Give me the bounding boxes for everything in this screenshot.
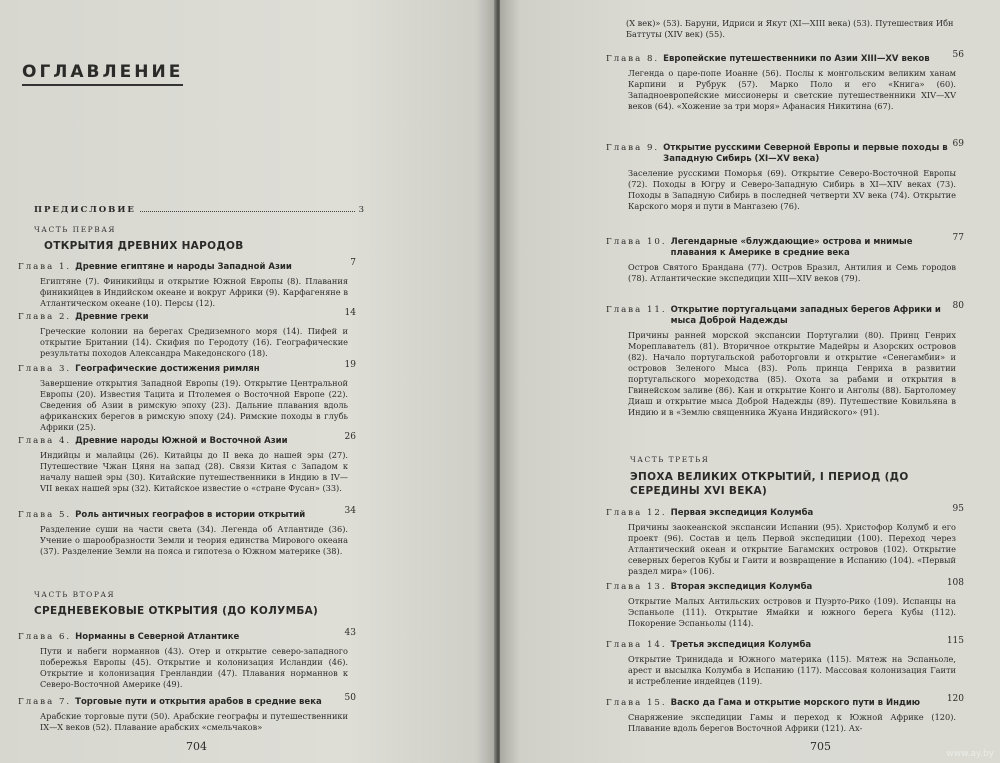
part-1-label: ЧАСТЬ ПЕРВАЯ	[34, 225, 116, 234]
chapter-title: Васко да Гама и открытие морского пути в Индию	[670, 698, 921, 708]
chapter-title: Европейские путешественники по Азии XIII—XV веков	[663, 54, 930, 64]
chapter-number: Глава 2.	[18, 312, 72, 322]
chapter-description: Открытие Тринидада и Южного материка (115). Мятеж на Эспаньоле, арест и высылка Колумба в Испанию (117). Массовая колонизация Гаити и истребление индейцев (119).	[628, 654, 956, 686]
chapter-number: Глава 14.	[606, 640, 667, 650]
chapter-page: 34	[344, 506, 356, 516]
chapter-entry	[606, 504, 964, 577]
chapter-page: 26	[344, 432, 356, 442]
chapter-description: Завершение открытия Западной Европы (19). Открытие Центральной Европы (20). Известия Тацита и Птолемея о Восточной Европе (22). Сведения об Азии в римскую эпоху (23). Дальние плавания вдоль африканских берегов в римскую эпоху (24). Римские походы в глубь Африки (25).	[40, 378, 348, 432]
chapter-description: Причины ранней морской экспансии Португалии (80). Принц Генрих Мореплаватель (81). Вторичное открытие Мадейры и Азорских островов (82). Начало португальской работорговли и открытие «Сенегамбии» и островов Зеленого Мыса (83). Роль принца Генриха в развитии португальского мореходства (85). Охота за рабами и открытия в Гвинейском заливе (86). Кан и открытие Конго и Анголы (88). Бартоломеу Диаш и открытие мыса Доброй Надежды (89). Путешествие Ковильяна в Индию и в «Землю священника Жуана Индийского» (91).	[628, 330, 956, 417]
chapter-entry	[606, 636, 964, 687]
part-2-label: ЧАСТЬ ВТОРАЯ	[34, 590, 116, 599]
chapter-description: Открытие Малых Антильских островов и Пуэрто-Рико (109). Испанцы на Эспаньоле (111). Открытие Ямайки и южного берега Кубы (112). Покорение Эспаньолы (114).	[628, 596, 956, 628]
chapter-entry	[606, 50, 964, 112]
chapter-number: Глава 11.	[606, 305, 667, 315]
chapter-continuation: (X век)» (53). Баруни, Идриси и Якут (XI—XIII века) (53). Путешествия Ибн Баттуты (XIV век) (55).	[626, 18, 954, 39]
chapter-title: Древние египтяне и народы Западной Азии	[75, 262, 292, 272]
chapter-description: Причины заокеанской экспансии Испании (95). Христофор Колумб и его проект (96). Состав и цель Первой экспедиции (100). Переход через Атлантический океан и открытие Багамских островов (102). Открытие северных берегов Кубы и Гаити и возвращение в Испанию (104). «Первый раздел мира» (106).	[628, 522, 956, 576]
chapter-number: Глава 5.	[18, 510, 72, 520]
chapter-number: Глава 3.	[18, 364, 72, 374]
chapter-page: 80	[952, 301, 964, 311]
chapter-number: Глава 12.	[606, 508, 667, 518]
chapter-title: Третья экспедиция Колумба	[670, 640, 812, 650]
chapter-page: 95	[952, 504, 964, 514]
chapter-page: 108	[946, 578, 964, 588]
right-page	[500, 0, 1000, 763]
chapter-title: Вторая экспедиция Колумба	[670, 582, 813, 592]
chapter-title: Древние народы Южной и Восточной Азии	[75, 436, 288, 446]
chapter-page: 7	[350, 258, 356, 268]
part-3-label: ЧАСТЬ ТРЕТЬЯ	[630, 455, 710, 464]
chapter-page: 77	[952, 233, 964, 243]
chapter-entry	[18, 506, 356, 557]
chapter-number: Глава 4.	[18, 436, 72, 446]
chapter-description: Снаряжение экспедиции Гамы и переход к Южной Африке (120). Плавание вдоль берегов Восточной Африки (121). Ах-	[628, 712, 956, 733]
chapter-entry	[606, 301, 964, 418]
chapter-entry	[606, 578, 964, 629]
chapter-number: Глава 6.	[18, 632, 72, 642]
chapter-entry	[606, 139, 964, 212]
chapter-title: Легендарные «блуждающие» острова и мнимые плавания к Америке в средние века	[670, 237, 913, 258]
chapter-entry	[18, 308, 356, 359]
chapter-number: Глава 13.	[606, 582, 667, 592]
chapter-description: Остров Святого Брандана (77). Остров Бразил, Антилия и Семь городов (78). Атлантические экспедиции XIII—XIV веков (79).	[628, 262, 956, 283]
chapter-entry	[18, 360, 356, 433]
chapter-description: Арабские торговые пути (50). Арабские географы и путешественники IX—X веков (52). Плавание арабских «смельчаков»	[40, 711, 348, 732]
chapter-page: 19	[344, 360, 356, 370]
chapter-description: Пути и набеги норманнов (43). Отер и открытие северо-западного побережья Европы (45). Открытие и колонизация Исландии (46). Открытие и колонизация Гренландии (47). Плавания норманнов к Северо-Восточной Америке (49).	[40, 646, 348, 689]
chapter-description: Разделение суши на части света (34). Легенда об Атлантиде (36). Учение о шарообразности Земли и теория единства Мирового океана (37). Разделение Земли на пояса и гипотеза о Южном материке (38).	[40, 524, 348, 556]
chapter-title: Географические достижения римлян	[75, 364, 260, 374]
chapter-number: Глава 9.	[606, 143, 660, 153]
chapter-page: 14	[344, 308, 356, 318]
chapter-title: Норманны в Северной Атлантике	[75, 632, 240, 642]
chapter-entry	[18, 628, 356, 690]
part-2-title: СРЕДНЕВЕКОВЫЕ ОТКРЫТИЯ (ДО КОЛУМБА)	[34, 605, 319, 617]
chapter-page: 120	[946, 694, 964, 704]
chapter-entry	[18, 693, 356, 733]
chapter-number: Глава 10.	[606, 237, 667, 247]
chapter-number: Глава 1.	[18, 262, 72, 272]
preface-entry	[34, 205, 364, 215]
chapter-number: Глава 7.	[18, 697, 72, 707]
part-1-title: ОТКРЫТИЯ ДРЕВНИХ НАРОДОВ	[44, 240, 244, 252]
chapter-entry	[18, 258, 356, 309]
chapter-title: Торговые пути и открытия арабов в средние века	[75, 697, 322, 707]
part-3-title: ЭПОХА ВЕЛИКИХ ОТКРЫТИЙ, I ПЕРИОД (ДО СЕРЕДИНЫ XVI ВЕКА)	[630, 471, 909, 497]
chapter-description: Греческие колонии на берегах Средиземного моря (14). Пифей и открытие Британии (14). Скифия по Геродоту (16). Географические результаты походов Александра Македонского (18).	[40, 326, 348, 358]
chapter-description: Египтяне (7). Финикийцы и открытие Южной Европы (8). Плавания финикийцев в Индийском океане и вокруг Африки (9). Карфагеняне в Атлантическом океане (10). Персы (12).	[40, 276, 348, 308]
chapter-title: Древние греки	[75, 312, 149, 322]
leader-dots	[140, 205, 355, 212]
left-page	[0, 0, 496, 763]
preface-label: ПРЕДИСЛОВИЕ	[34, 205, 136, 215]
chapter-title: Открытие русскими Северной Европы и первые походы в Западную Сибирь (XI—XV века)	[663, 143, 948, 164]
chapter-title: Открытие португальцами западных берегов Африки и мыса Доброй Надежды	[670, 305, 941, 326]
preface-page: 3	[358, 205, 364, 215]
chapter-description: Заселение русскими Поморья (69). Открытие Северо-Восточной Европы (72). Походы в Югру и Северо-Западную Сибирь в XI—XIV веках (73). Походы в Западную Сибирь в последней четверти XV века (74). Открытие Карского моря и пути в Мангазею (76).	[628, 168, 956, 211]
chapter-page: 50	[344, 693, 356, 703]
chapter-entry	[18, 432, 356, 494]
watermark: www.ay.by	[946, 749, 994, 759]
chapter-number: Глава 15.	[606, 698, 667, 708]
chapter-page: 56	[952, 50, 964, 60]
chapter-entry	[606, 233, 964, 284]
chapter-title: Первая экспедиция Колумба	[670, 508, 814, 518]
chapter-description: Индийцы и малайцы (26). Китайцы до II века до нашей эры (27). Путешествие Чжан Цяня на запад (28). Связи Китая с Западом к началу нашей эры (30). Китайские путешественники в Индию в IV—VII веках нашей эры (32). Китайское известие о «стране Фусан» (33).	[40, 450, 348, 493]
chapter-page: 43	[344, 628, 356, 638]
chapter-entry	[606, 694, 964, 734]
chapter-page: 115	[946, 636, 964, 646]
page-number-right: 705	[810, 740, 831, 753]
chapter-number: Глава 8.	[606, 54, 660, 64]
chapter-description: Легенда о царе-попе Иоанне (56). Послы к монгольским великим ханам Карпини и Рубрук (57). Марко Поло и его «Книга» (60). Западноевропейские миссионеры и светские путешественники XIV—XV веков (64). «Хожение за три моря» Афанасия Никитина (67).	[628, 68, 956, 111]
chapter-page: 69	[952, 139, 964, 149]
chapter-title: Роль античных географов в истории открытий	[75, 510, 306, 520]
page-number-left: 704	[186, 740, 207, 753]
toc-title: ОГЛАВЛЕНИЕ	[22, 62, 183, 86]
